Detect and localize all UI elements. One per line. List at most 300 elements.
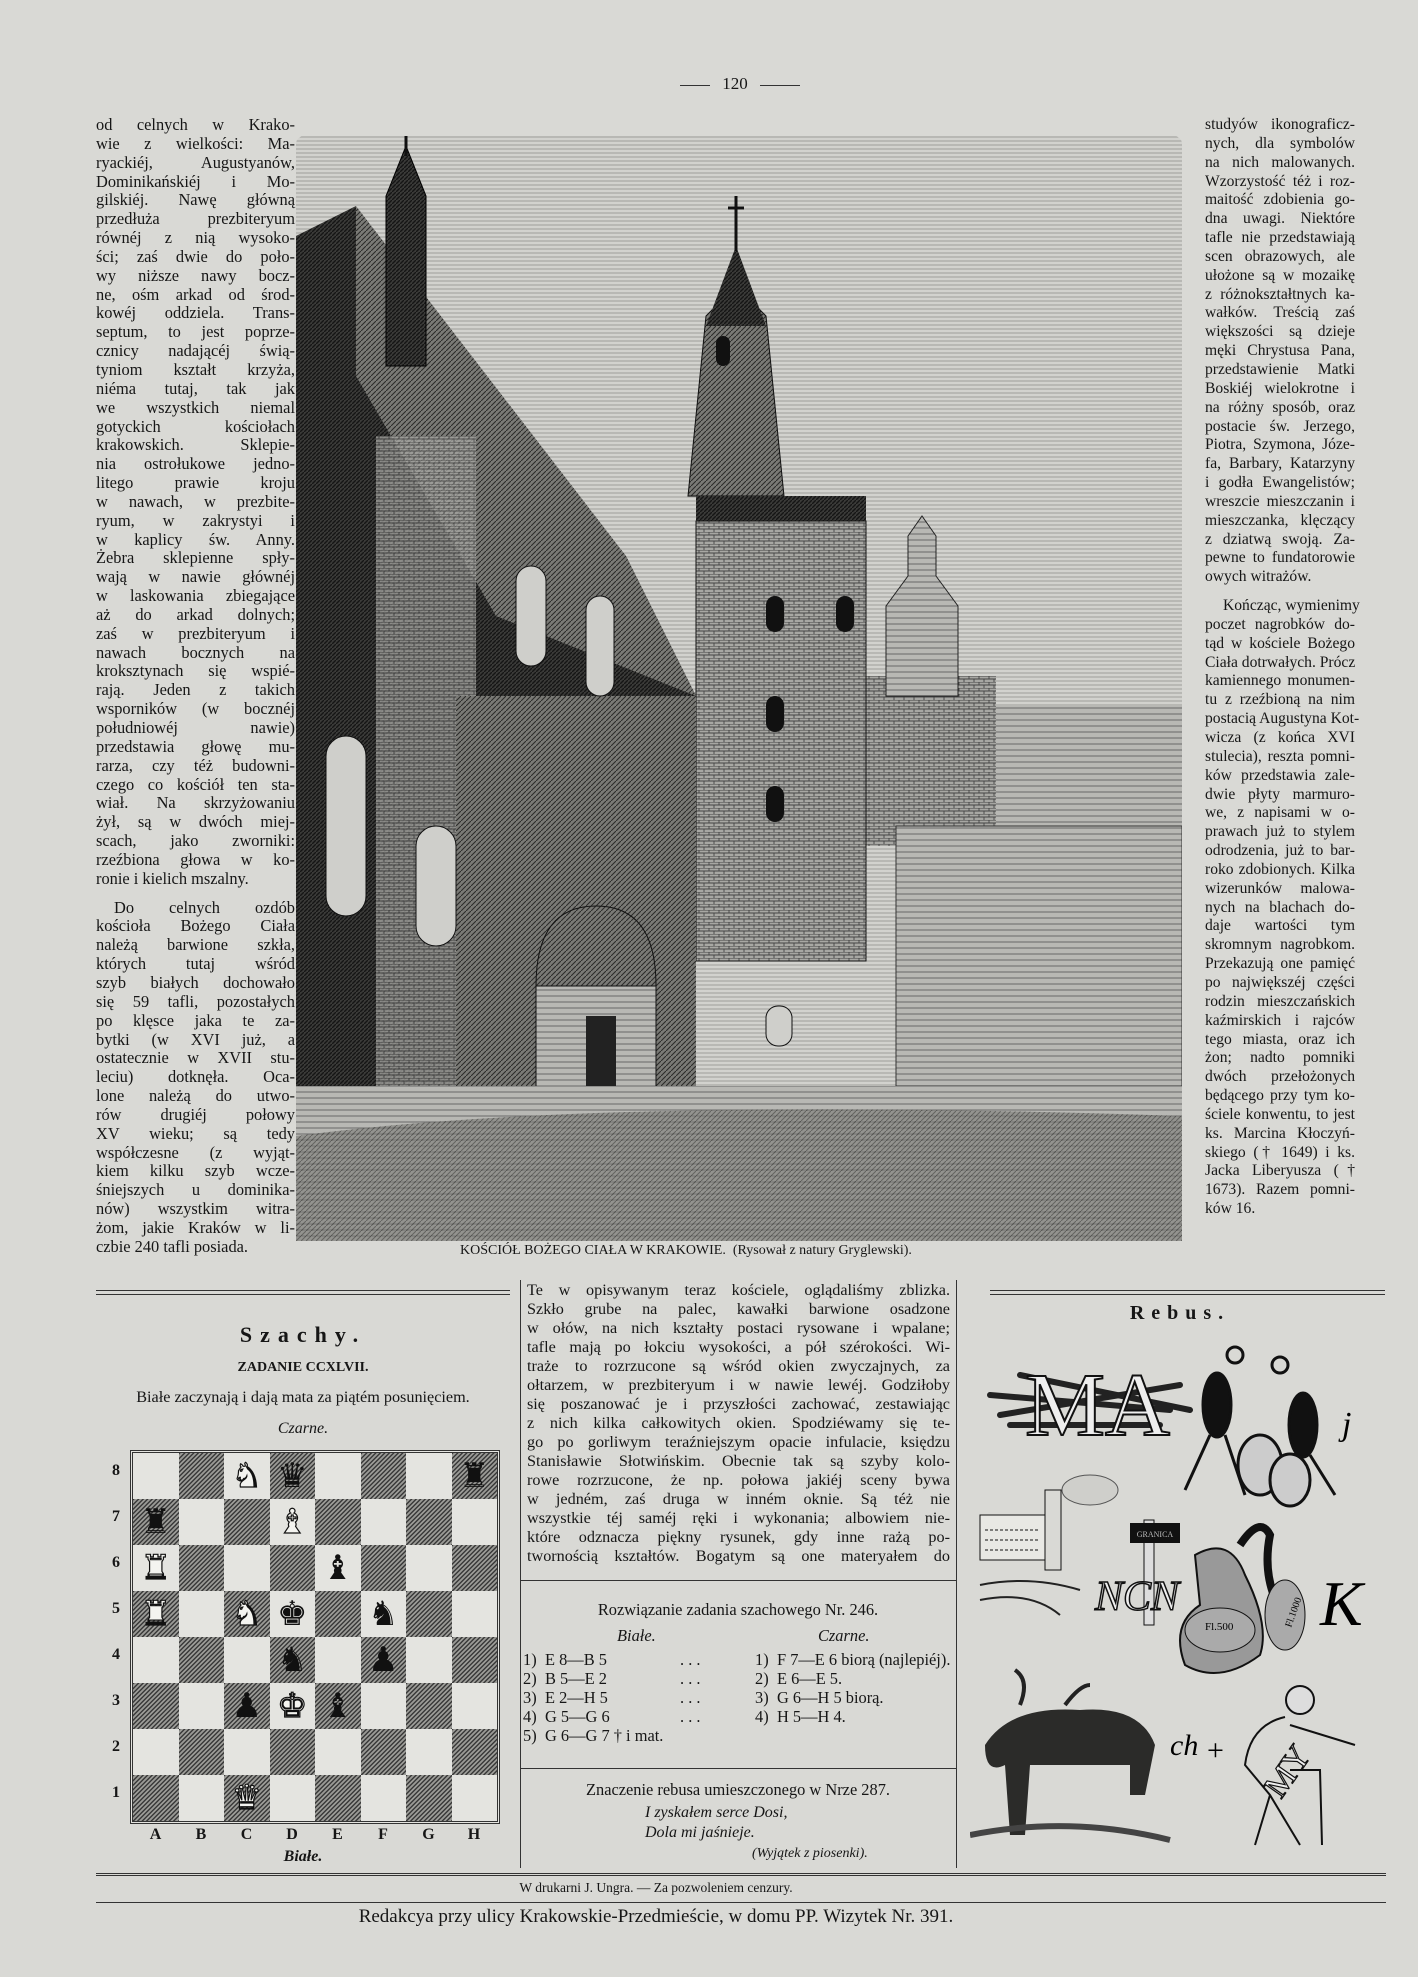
text-line: wałków. Treścią zaś <box>1205 304 1355 322</box>
text-line: roko zdobionych. Kilka <box>1205 860 1355 878</box>
square-a2 <box>133 1729 179 1775</box>
white-queen-icon: ♛ <box>231 1778 262 1818</box>
text-line: większości są dzieje <box>1205 323 1355 341</box>
solution-black-header: Czarne. <box>818 1626 870 1645</box>
text-line: Żebra sklepienne spły- <box>96 548 295 568</box>
solution-white: E 2—H 5 <box>545 1688 608 1707</box>
text-line: kaźmirskich i rajców <box>1205 1011 1355 1029</box>
text-line: nów) wszystkim witra- <box>96 1199 295 1219</box>
text-line: kamiennego monumen- <box>1205 672 1355 690</box>
file-label: G <box>422 1826 435 1843</box>
square-c8 <box>224 1453 270 1499</box>
square-e3 <box>315 1683 361 1729</box>
text-line: ne, ośm arkad od środ- <box>96 284 295 304</box>
rebus-top-rule <box>990 1290 1385 1295</box>
square-e5 <box>315 1591 361 1637</box>
solution-dots: . . . <box>680 1669 701 1688</box>
square-b1 <box>179 1775 225 1821</box>
solution-black: H 5—H 4. <box>777 1707 846 1726</box>
text-line: go po gorliwym teraźniejszym opacie infulacie, księdzu <box>527 1433 950 1451</box>
square-a1 <box>133 1775 179 1821</box>
square-b4 <box>179 1637 225 1683</box>
text-line: ronie i kielich mszalny. <box>96 868 249 888</box>
square-f7 <box>361 1499 407 1545</box>
rebus-plus: + <box>1207 1734 1224 1767</box>
black-knight-icon: ♞ <box>368 1594 399 1634</box>
square-g8 <box>406 1453 452 1499</box>
square-d2 <box>270 1729 316 1775</box>
text-line: żył, są w dwóch miej- <box>96 812 295 832</box>
chess-top-rule <box>96 1290 510 1295</box>
page-number-header <box>640 74 840 94</box>
footer-top-rule <box>96 1873 1386 1876</box>
text-line: przedstawienie Matki <box>1205 360 1355 378</box>
text-line: ków 16. <box>1205 1200 1256 1218</box>
text-line: tyniom kształt krzyża, <box>96 359 295 379</box>
file-label: B <box>195 1826 207 1843</box>
text-line: żom, jakie Kraków w li- <box>96 1217 295 1237</box>
solution-black: F 7—E 6 biorą (najlepiéj). <box>777 1650 951 1669</box>
rebus-sign-text: GRANICA <box>1136 1530 1174 1539</box>
text-line: Te w opisywanym teraz kościele, oglądaliśmy zblizka. <box>527 1281 950 1299</box>
solution-dots: . . . <box>680 1707 701 1726</box>
rank-label: 7 <box>112 1508 120 1525</box>
text-line: czbie 240 tafli posiada. <box>96 1236 249 1256</box>
text-line: wreszcie mieszczanin i <box>1205 492 1355 510</box>
white-king-icon: ♚ <box>277 1686 308 1726</box>
square-h6 <box>452 1545 498 1591</box>
square-d3 <box>270 1683 316 1729</box>
text-line: kiem kilku szyb wcze- <box>96 1161 295 1181</box>
solution-n: 4) <box>523 1707 537 1726</box>
rebus-letter-k: K <box>1320 1568 1363 1639</box>
text-line: ułożone są w mozaikę <box>1205 266 1355 284</box>
text-line: równéj z nią wysoko- <box>96 228 295 248</box>
text-line: się 59 tafli, pozostałych <box>96 991 295 1011</box>
text-line: studyów ikonograficz- <box>1205 116 1355 133</box>
text-line: skromnym nagrobkom. <box>1205 936 1355 954</box>
square-d6 <box>270 1545 316 1591</box>
square-g4 <box>406 1637 452 1683</box>
text-line: od celnych w Krako- <box>96 115 295 134</box>
footer-printer: W drukarni J. Ungra. — Za pozwoleniem cenzury. <box>519 1880 793 1895</box>
text-line: które odznacza piękny rysunek, gdy inne rażą po- <box>527 1528 950 1546</box>
rank-label: 4 <box>112 1646 120 1663</box>
text-line: twornością kształtów. Bogatym są one materyałem do <box>527 1547 950 1565</box>
square-g3 <box>406 1683 452 1729</box>
rebus-title: Rebus. <box>1129 1302 1231 1324</box>
illustration-caption <box>460 1243 1060 1259</box>
text-line: Szkło grube na palec, kawałki barwione osadzone <box>527 1300 950 1318</box>
square-h5 <box>452 1591 498 1637</box>
text-line: kowéj oddziela. Trans- <box>96 303 295 323</box>
text-line: ołtarzem, w prezbiteryum i w nawie lewéj. Godziłoby <box>527 1376 950 1394</box>
solution-black: E 6—E 5. <box>777 1669 843 1688</box>
solution-black: G 6—H 5 biorą. <box>777 1688 884 1707</box>
rebus-bag-500: Fl.500 <box>1205 1621 1234 1633</box>
text-line: tafle mają po łokciu wysokości, a pół szérokości. Wi- <box>527 1338 950 1356</box>
footer-mid-rule <box>96 1902 1386 1903</box>
square-g7 <box>406 1499 452 1545</box>
text-line: Dominikańskiéj i Mo- <box>96 171 295 191</box>
church-engraving <box>296 136 1182 1241</box>
text-line: traże to rozrzucone są wśród okien zwyczajnych, za <box>527 1357 950 1375</box>
white-bishop-icon: ♝ <box>277 1502 308 1542</box>
text-line: bytki (w XVI już, a <box>96 1029 295 1049</box>
square-h4 <box>452 1637 498 1683</box>
text-line: skiego († 1649) i ks. <box>1205 1143 1355 1161</box>
square-f3 <box>361 1683 407 1729</box>
chess-title: Szachy. <box>239 1322 367 1347</box>
text-line: tafle nie przedstawiają <box>1205 229 1355 247</box>
rebus-answer-title: Znaczenie rebusa umieszczonego w Nrze 287. <box>586 1780 890 1799</box>
square-g5 <box>406 1591 452 1637</box>
rank-label: 8 <box>112 1462 120 1479</box>
rebus-letters-ch: ch <box>1170 1729 1199 1762</box>
oxen-icon <box>970 1670 1170 1840</box>
text-line: zaś w prezbiteryum i <box>96 623 295 643</box>
text-line: ściele konwentu, to jest <box>1205 1105 1355 1123</box>
solution-black-n: 1) <box>755 1650 769 1669</box>
header-rule-right <box>760 85 800 86</box>
solution-title: Rozwiązanie zadania szachowego Nr. 246. <box>597 1600 879 1619</box>
left-text-column <box>96 116 295 1257</box>
square-f4 <box>361 1637 407 1683</box>
text-line: wiał. Na skrzyżowaniu <box>96 793 295 813</box>
square-h3 <box>452 1683 498 1729</box>
text-line: nych na blachach do- <box>1205 898 1355 916</box>
text-line: XV wieku; są tedy <box>96 1123 295 1143</box>
solution-n: 1) <box>523 1650 537 1669</box>
text-line: rarza, czy téż budowni- <box>96 755 295 775</box>
text-line: rają. Jeden z takich <box>96 680 295 700</box>
text-line: stulecia), reszta pomni- <box>1205 747 1355 765</box>
text-line: krakowskich. Sklepie- <box>96 435 295 455</box>
text-line: fa, Barbary, Katarzyny <box>1205 455 1355 473</box>
square-d5 <box>270 1591 316 1637</box>
text-line: wicza (z końca XVI <box>1205 729 1355 746</box>
text-line: czego co kościół ten sta- <box>96 774 295 794</box>
solution-black-n: 2) <box>755 1669 769 1688</box>
text-line: na nich malowanych. <box>1205 153 1355 171</box>
square-e6 <box>315 1545 361 1591</box>
text-line: cznicy nadającéj świą- <box>96 341 295 361</box>
text-line: wy niższe nawy bocz- <box>96 265 295 285</box>
solution-dots: . . . <box>680 1650 701 1669</box>
square-g1 <box>406 1775 452 1821</box>
text-line: w nawach, w prezbite- <box>96 491 295 511</box>
text-line: daje wartości tym <box>1205 917 1355 935</box>
square-f8 <box>361 1453 407 1499</box>
text-line: owych witrażów. <box>1205 568 1312 586</box>
text-line: ści; zaś dwie do poło- <box>96 246 295 266</box>
middle-rule-1 <box>520 1580 956 1581</box>
text-line: dna uwagi. Niektóre <box>1205 210 1355 228</box>
square-d1 <box>270 1775 316 1821</box>
text-line: postacie św. Jerzego, <box>1205 417 1355 435</box>
caption-credit: (Rysował z natury Gryglewski). <box>732 1243 912 1258</box>
square-h7 <box>452 1499 498 1545</box>
square-f1 <box>361 1775 407 1821</box>
text-line: gotyckich kościołach <box>96 416 295 436</box>
text-line: po klęsce jaka te za- <box>96 1010 295 1030</box>
square-b3 <box>179 1683 225 1729</box>
text-line: maitość zdobienia go- <box>1205 191 1355 209</box>
text-line: ks. Marcina Kłoczyń- <box>1205 1124 1355 1142</box>
text-line: z różnokształtnych ka- <box>1205 285 1355 303</box>
rebus-letters-ncn: NCN <box>1095 1574 1180 1620</box>
solution-dots: . . . <box>680 1688 701 1707</box>
square-f2 <box>361 1729 407 1775</box>
square-c2 <box>224 1729 270 1775</box>
text-line: południowéj nawie) <box>96 718 295 737</box>
rebus-answer-source: (Wyjątek z piosenki). <box>752 1846 868 1861</box>
black-pawn-icon: ♟ <box>368 1640 399 1680</box>
text-line: ków przedstawia zale- <box>1205 766 1355 784</box>
black-pawn-icon: ♟ <box>231 1686 262 1726</box>
white-knight-icon: ♞ <box>231 1456 262 1496</box>
square-g6 <box>406 1545 452 1591</box>
solution-n: 2) <box>523 1669 537 1688</box>
square-b2 <box>179 1729 225 1775</box>
text-line: wają w nawie głównéj <box>96 567 295 587</box>
square-d4 <box>270 1637 316 1683</box>
solution-black-n: 3) <box>755 1688 769 1707</box>
text-line: żon; nadto pomniki <box>1205 1049 1355 1067</box>
rebus-letters-my: MY <box>1257 1738 1319 1805</box>
text-line: we, z napisami w o- <box>1205 804 1355 822</box>
fighting-figures-icon <box>1185 1347 1335 1506</box>
square-c7 <box>224 1499 270 1545</box>
white-rook-icon: ♜ <box>140 1548 171 1588</box>
square-h8 <box>452 1453 498 1499</box>
square-b5 <box>179 1591 225 1637</box>
text-line: dwie płyty marmuro- <box>1205 785 1355 803</box>
text-line: wszystkie téj saméj ręki i wykonania; albowiem nie- <box>527 1509 950 1527</box>
text-line: prawach już to stylem <box>1205 823 1355 841</box>
square-c3 <box>224 1683 270 1729</box>
rank-label: 3 <box>112 1692 120 1709</box>
file-label: A <box>149 1826 162 1843</box>
black-knight-icon: ♞ <box>277 1640 308 1680</box>
text-line: mieszczanka, klęczący <box>1205 511 1355 529</box>
square-a6 <box>133 1545 179 1591</box>
text-line: tego miasta, oraz ich <box>1205 1030 1355 1048</box>
text-line: Piotra, Szymona, Józe- <box>1205 436 1355 454</box>
black-bishop-icon: ♝ <box>322 1548 353 1588</box>
rank-label: 6 <box>112 1554 120 1571</box>
square-c5 <box>224 1591 270 1637</box>
text-line: lone należą do utwo- <box>96 1086 295 1106</box>
middle-rule-2 <box>520 1768 956 1769</box>
solution-black-n: 4) <box>755 1707 769 1726</box>
file-label: H <box>467 1826 481 1843</box>
text-line: rodzin mieszczańskich <box>1205 992 1355 1010</box>
text-line: współczesne (z wyjąt- <box>96 1142 295 1162</box>
square-b8 <box>179 1453 225 1499</box>
black-bishop-icon: ♝ <box>322 1686 353 1726</box>
text-line: gilskiéj. Nawę główną <box>96 190 295 210</box>
square-h1 <box>452 1775 498 1821</box>
rank-label: 5 <box>112 1600 120 1617</box>
middle-text-column <box>527 1281 950 1566</box>
square-a3 <box>133 1683 179 1729</box>
text-line: ostatecznie w XVII stu- <box>96 1048 295 1068</box>
text-line: na różny sposób, oraz <box>1205 398 1355 416</box>
text-line: Kończąc, wymienimy <box>1223 597 1360 615</box>
text-line: septum, to jest poprze- <box>96 322 295 342</box>
text-line: leciu) dotknęła. Oca- <box>96 1067 295 1087</box>
rebus-letters-ma: MA <box>1025 1356 1171 1455</box>
text-line: śniejszych u dominika- <box>96 1180 295 1200</box>
text-line: Jacka Liberyusza († <box>1205 1162 1355 1180</box>
file-label: C <box>240 1826 253 1843</box>
square-e8 <box>315 1453 361 1499</box>
square-e7 <box>315 1499 361 1545</box>
square-h2 <box>452 1729 498 1775</box>
solution-white: G 5—G 6 <box>545 1707 610 1726</box>
solution-n: 5) <box>523 1726 537 1745</box>
church-illustration <box>296 136 1182 1241</box>
square-a5 <box>133 1591 179 1637</box>
text-line: poczet nagrobków do- <box>1205 615 1355 633</box>
text-line: Boskiéj wielokrotne i <box>1205 379 1355 397</box>
file-label: E <box>332 1826 343 1843</box>
solution-n: 3) <box>523 1688 537 1707</box>
rebus-answer-verse-1: I zyskałem serce Dosi, <box>645 1804 788 1821</box>
chess-white-label: Białe. <box>283 1848 323 1865</box>
solution-white: G 6—G 7 † i mat. <box>545 1726 664 1745</box>
text-line: postacią Augustyna Kot- <box>1205 710 1360 728</box>
page-number: 120 <box>722 74 748 93</box>
text-line: aż do arkad dolnych; <box>96 604 295 624</box>
text-line: pewne to fundatorowie <box>1205 549 1355 567</box>
text-line: w kaplicy św. Anny. <box>96 529 295 549</box>
text-line: niéma tutaj, tak jak <box>96 378 295 398</box>
text-line: ryackiéj, Augustyanów, <box>96 152 295 172</box>
text-line: w jedném, zaś druga w inném oknie. Są téż nie <box>527 1490 950 1508</box>
black-rook-icon: ♜ <box>459 1456 490 1496</box>
text-line: szyb białych dochowało <box>96 972 295 992</box>
square-a7 <box>133 1499 179 1545</box>
square-b7 <box>179 1499 225 1545</box>
chess-problem-number: ZADANIE CCXLVII. <box>237 1360 369 1375</box>
rebus-answer-verse-2: Dola mi jaśnieje. <box>645 1824 755 1841</box>
text-line: nawach bocznych na <box>96 642 295 662</box>
text-line: tu z rzeźbioną na nim <box>1205 691 1355 709</box>
text-line: męki Chrystusa Pana, <box>1205 342 1355 360</box>
solution-white: E 8—B 5 <box>545 1650 607 1669</box>
square-a4 <box>133 1637 179 1683</box>
text-line: z dziatwą swoją. Za- <box>1205 530 1355 548</box>
middle-right-rule <box>956 1280 957 1868</box>
text-line: kroksztynach się wspié- <box>96 661 295 681</box>
text-line: dwóch przełożonych <box>1205 1068 1355 1086</box>
text-line: wizerunków malowa- <box>1205 879 1355 897</box>
white-knight-icon: ♞ <box>231 1594 262 1634</box>
rank-label: 1 <box>112 1784 120 1801</box>
text-line: się poszanować je i przyszłości zachować, zestawiając <box>527 1395 950 1413</box>
header-rule-left <box>680 85 710 86</box>
chess-instruction: Białe zaczynają i dają mata za piątém posunięciem. <box>136 1388 470 1406</box>
rank-label: 2 <box>112 1738 120 1755</box>
text-line: nia ostrołukowe jedno- <box>96 454 295 474</box>
black-king-icon: ♚ <box>277 1594 308 1634</box>
text-line: Stanisławie Słotwińskim. Obecnie tak są szyby kolo- <box>527 1452 950 1470</box>
text-line: w laskowania zbiegające <box>96 586 295 606</box>
file-label: D <box>286 1826 298 1843</box>
caption-title: KOŚCIÓŁ BOŻEGO CIAŁA W KRAKOWIE. <box>460 1243 726 1258</box>
solution-white: B 5—E 2 <box>545 1669 607 1688</box>
text-line: odrodzenia, już to bar- <box>1205 842 1355 860</box>
square-b6 <box>179 1545 225 1591</box>
text-line: będącego przy tym ko- <box>1205 1087 1355 1105</box>
square-a8 <box>133 1453 179 1499</box>
text-line: tąd w kościele Bożego <box>1205 634 1355 652</box>
footer-address: Redakcya przy ulicy Krakowskie-Przedmieście, w domu PP. Wizytek Nr. 391. <box>358 1906 954 1927</box>
rebus-letter-j: j <box>1342 1406 1352 1443</box>
text-line: Do celnych ozdób <box>114 897 295 917</box>
paragraph-gap <box>1205 587 1355 597</box>
square-d8 <box>270 1453 316 1499</box>
text-line: 1673). Razem pomni- <box>1205 1181 1355 1199</box>
text-line: wsporników (w bocznéj <box>96 699 295 719</box>
black-rook-icon: ♜ <box>140 1502 171 1542</box>
text-line: we wszystkich niemal <box>96 397 295 417</box>
square-e4 <box>315 1637 361 1683</box>
text-line: z nich kilka całkowitych okien. Spodziéwamy się te- <box>527 1414 950 1432</box>
text-line: litego prawie kroju <box>96 473 295 493</box>
text-line: przedłuża prezbiteryum <box>96 209 295 229</box>
text-line: rowe rozrzucone, że np. połowa jakiéj sceny bywa <box>527 1471 950 1489</box>
white-rook-icon: ♜ <box>140 1594 171 1634</box>
text-line: należą barwione szkła, <box>96 935 295 955</box>
file-label: F <box>378 1826 388 1843</box>
right-text-column <box>1205 116 1360 1219</box>
text-line: kościoła Bożego Ciała <box>96 916 295 936</box>
text-line: rzeźbiona głowa w ko- <box>96 849 295 869</box>
chess-board <box>130 1450 500 1824</box>
square-e2 <box>315 1729 361 1775</box>
text-line: rów drugiéj połowy <box>96 1104 295 1124</box>
text-line: po największéj części <box>1205 973 1355 991</box>
text-line: scach, jako zworniki: <box>96 831 295 851</box>
text-line: Przekazują one pamięć <box>1205 955 1355 973</box>
catfish-moneybags-icon <box>1180 1527 1305 1673</box>
square-g2 <box>406 1729 452 1775</box>
text-line: których tutaj wśród <box>96 954 295 974</box>
square-c1 <box>224 1775 270 1821</box>
text-line: scen obrazowych, ale <box>1205 247 1355 265</box>
black-queen-icon: ♛ <box>277 1456 308 1496</box>
text-line: przedstawia głowę mu- <box>96 736 295 756</box>
chess-black-label: Czarne. <box>277 1420 329 1437</box>
square-d7 <box>270 1499 316 1545</box>
rebus-bag-1000: Fl.1000 <box>1283 1596 1305 1629</box>
text-line: nych, dla symbolów <box>1205 134 1355 152</box>
square-c6 <box>224 1545 270 1591</box>
square-e1 <box>315 1775 361 1821</box>
text-line: wie z wielkości: Ma- <box>96 133 295 153</box>
square-f6 <box>361 1545 407 1591</box>
solution-white-header: Białe. <box>617 1626 656 1645</box>
text-line: Wzorzystość téż i roz- <box>1205 172 1355 190</box>
text-line: w ołów, na nich kształty postaci rysowane i wpalane; <box>527 1319 950 1337</box>
square-f5 <box>361 1591 407 1637</box>
text-line: Ciała dotrwałych. Prócz <box>1205 653 1356 671</box>
square-c4 <box>224 1637 270 1683</box>
text-line: ryum, w zakrystyi i <box>96 510 295 530</box>
